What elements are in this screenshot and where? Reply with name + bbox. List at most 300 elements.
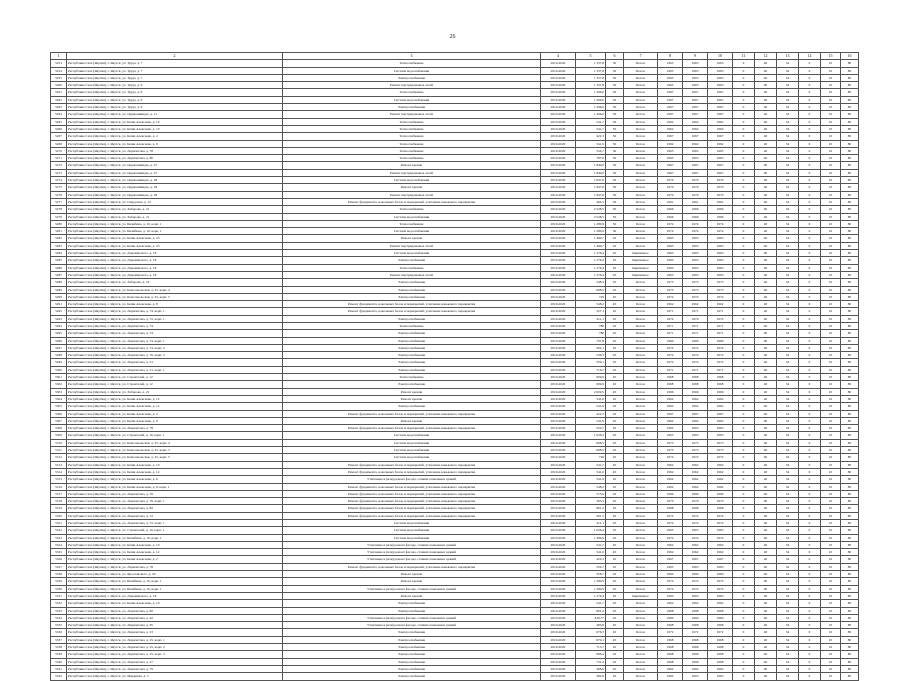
table-cell: 2019-2020 — [541, 534, 576, 541]
table-cell: Бетон — [624, 512, 658, 519]
table-cell: 10 — [821, 279, 841, 286]
table-cell: 1974 — [683, 315, 708, 322]
table-row — [51, 614, 859, 621]
table-cell: Республика Саха (Якутия), г. Якутск, ул. Билибина, д. 10, корп. 1 — [67, 578, 283, 585]
table-cell: 34 — [777, 571, 799, 578]
table-cell: 45 — [606, 534, 624, 541]
table-cell: 1967 — [683, 133, 708, 140]
table-row — [51, 381, 859, 388]
table-cell: 5332 — [51, 600, 67, 607]
table-cell: 2019-2020 — [541, 315, 576, 322]
table-cell: 670,1 — [576, 636, 606, 643]
table-cell: 45 — [606, 410, 624, 417]
table-cell: Бетон — [624, 60, 658, 67]
table-cell: Ремонт фундамента, цокольных балок и перекрытий, утепление конькового перекрытия — [283, 410, 541, 417]
table-cell: 40 — [755, 388, 777, 395]
table-row — [51, 439, 859, 446]
table-cell: 10 — [821, 549, 841, 556]
table-cell: 2019-2020 — [541, 125, 576, 132]
table-cell: Теплоснабжение — [283, 60, 541, 67]
table-cell: 1965 — [658, 147, 683, 154]
table-cell: 40 — [755, 476, 777, 483]
table-cell: 1962 — [658, 395, 683, 402]
table-cell: 1971 — [708, 330, 733, 337]
table-cell: 0 — [733, 403, 755, 410]
table-cell: 45 — [606, 322, 624, 329]
table-cell: 80 — [841, 60, 859, 67]
table-row — [51, 607, 859, 614]
table-cell: 40 — [755, 395, 777, 402]
table-cell: 80 — [841, 381, 859, 388]
table-cell: 34 — [777, 592, 799, 599]
table-cell: 541,6 — [576, 403, 606, 410]
table-cell: 1965 — [708, 74, 733, 81]
table-cell: Республика Саха (Якутия), г. Якутск, ул. Билибина, д. 10, корп. 1 — [67, 228, 283, 235]
table-cell: 80 — [841, 644, 859, 651]
table-cell: Бетон — [624, 82, 658, 89]
table-cell: Электроснабжение — [283, 352, 541, 359]
table-cell: 498,6 — [576, 665, 606, 672]
table-cell: Республика Саха (Якутия), г. Якутск, ул. Лермонтова, д. 78 — [67, 147, 283, 154]
table-cell: 10 — [821, 330, 841, 337]
table-cell: 2019-2020 — [541, 629, 576, 636]
table-cell: 1965 — [658, 67, 683, 74]
table-cell: 1965 — [683, 147, 708, 154]
table-cell: 1973 — [658, 279, 683, 286]
table-cell: Республика Саха (Якутия), г. Якутск, ул. Кеши Алексеева, д. 12 — [67, 468, 283, 475]
table-cell: 34 — [777, 600, 799, 607]
table-cell: 1 840,0 — [576, 162, 606, 169]
table-cell: Электроснабжение — [283, 286, 541, 293]
table-cell: 1965 — [708, 425, 733, 432]
table-cell: 1962 — [658, 125, 683, 132]
table-cell: Республика Саха (Якутия), г. Якутск, ул. Хабарова, д. 21 — [67, 213, 283, 220]
table-cell: 80 — [841, 322, 859, 329]
table-cell: 1968 — [683, 607, 708, 614]
table-cell: Бетон — [624, 498, 658, 505]
table-cell: 1963 — [658, 271, 683, 278]
table-cell: 10 — [821, 250, 841, 257]
table-cell: 10 — [821, 155, 841, 162]
table-cell: 0 — [799, 651, 821, 658]
table-cell: 1965 — [708, 563, 733, 570]
table-cell: 80 — [841, 271, 859, 278]
table-cell: 0 — [733, 520, 755, 527]
table-cell: 1973 — [658, 439, 683, 446]
table-cell: 50 — [606, 191, 624, 198]
table-cell: 0 — [733, 600, 755, 607]
table-cell: 45 — [606, 257, 624, 264]
table-cell: 554,7 — [576, 425, 606, 432]
table-cell: 0 — [799, 147, 821, 154]
table-cell: 80 — [841, 344, 859, 351]
table-cell: 10 — [821, 213, 841, 220]
table-cell: 0 — [799, 169, 821, 176]
table-row — [51, 169, 859, 176]
table-cell: 0 — [799, 549, 821, 556]
table-cell: 10 — [821, 169, 841, 176]
table-cell: Бетон — [624, 417, 658, 424]
table-cell: 1962 — [683, 118, 708, 125]
table-cell: 1967 — [658, 89, 683, 96]
table-cell: 541,7 — [576, 600, 606, 607]
table-cell: 40 — [755, 592, 777, 599]
table-cell: Бетон — [624, 322, 658, 329]
table-cell: 45 — [606, 381, 624, 388]
table-cell: 1962 — [708, 483, 733, 490]
table-cell: 2019-2020 — [541, 206, 576, 213]
table-cell: 1961 — [708, 198, 733, 205]
table-cell: Республика Саха (Якутия), г. Якутск, ул. Лермонтова, д. 74 — [67, 322, 283, 329]
table-cell: 34 — [777, 330, 799, 337]
table-cell: 1970 — [708, 177, 733, 184]
table-cell: 0 — [733, 556, 755, 563]
table-cell: 40 — [755, 271, 777, 278]
table-cell: 40 — [755, 534, 777, 541]
table-row — [51, 271, 859, 278]
table-cell: 1962 — [708, 476, 733, 483]
table-cell: 34 — [777, 512, 799, 519]
table-cell: 1962 — [683, 549, 708, 556]
table-cell: 10 — [821, 447, 841, 454]
table-cell: 1962 — [683, 417, 708, 424]
table-cell: 5268 — [51, 140, 67, 147]
table-cell: 40 — [755, 140, 777, 147]
table-cell: 2019-2020 — [541, 468, 576, 475]
table-cell: 1968 — [658, 374, 683, 381]
table-cell: 10 — [821, 366, 841, 373]
table-cell: 2019-2020 — [541, 359, 576, 366]
table-cell: 80 — [841, 352, 859, 359]
table-cell: 34 — [777, 301, 799, 308]
table-cell: Бетон — [624, 177, 658, 184]
table-cell: 1965 — [683, 155, 708, 162]
table-cell: 1 296,0 — [576, 96, 606, 103]
table-cell: 0 — [799, 374, 821, 381]
table-cell: 34 — [777, 89, 799, 96]
table-cell: 5286 — [51, 264, 67, 271]
table-cell: 0 — [799, 198, 821, 205]
table-cell: 10 — [821, 644, 841, 651]
table-cell: 50 — [606, 60, 624, 67]
table-cell: 1968 — [683, 381, 708, 388]
table-cell: 1 357,8 — [576, 82, 606, 89]
table-cell: Бетон — [624, 447, 658, 454]
table-cell: 1967 — [708, 410, 733, 417]
table-cell: 1967 — [683, 410, 708, 417]
table-cell: 1 276,4 — [576, 271, 606, 278]
table-cell: 5329 — [51, 578, 67, 585]
table-row — [51, 512, 859, 519]
table-cell: 1968 — [683, 658, 708, 665]
table-row — [51, 308, 859, 315]
table-cell: 1965 — [683, 432, 708, 439]
table-cell: 5303 — [51, 388, 67, 395]
table-cell: 50 — [606, 220, 624, 227]
table-cell: 10 — [821, 235, 841, 242]
table-cell: Республика Саха (Якутия), г. Якутск, ул. Орджоникидзе, д. 28 — [67, 177, 283, 184]
column-header: 3 — [283, 53, 541, 60]
column-header: 11 — [733, 53, 755, 60]
table-cell: 1967 — [658, 162, 683, 169]
table-cell: 1968 — [708, 622, 733, 629]
table-cell: 0 — [799, 162, 821, 169]
table-cell: 2019-2020 — [541, 563, 576, 570]
table-cell: 45 — [606, 432, 624, 439]
table-cell: 797,8 — [576, 337, 606, 344]
table-cell: 40 — [755, 665, 777, 672]
table-cell: 2019-2020 — [541, 220, 576, 227]
table-cell: 1962 — [658, 541, 683, 548]
table-cell: 2019-2020 — [541, 330, 576, 337]
table-cell: 45 — [606, 242, 624, 249]
table-cell: Республика Саха (Якутия), г. Якутск, ул. Строителей, д. 12 — [67, 381, 283, 388]
table-cell: 34 — [777, 461, 799, 468]
table-cell: 0 — [799, 89, 821, 96]
table-row — [51, 286, 859, 293]
table-cell: 5308 — [51, 425, 67, 432]
table-cell: 5304 — [51, 395, 67, 402]
table-cell: 80 — [841, 330, 859, 337]
table-cell: 541,7 — [576, 118, 606, 125]
table-cell: 2019-2020 — [541, 512, 576, 519]
table-cell: Республика Саха (Якутия), г. Якутск, ул. Лермонтова, д. 25, корп. 2 — [67, 644, 283, 651]
table-row — [51, 104, 859, 111]
table-cell: 780 — [576, 322, 606, 329]
table-cell: 5281 — [51, 228, 67, 235]
table-cell: 527,1 — [576, 308, 606, 315]
table-cell: 34 — [777, 629, 799, 636]
table-cell: Республика Саха (Якутия), г. Якутск, ул. Кеши Алексеева, д. 6 — [67, 140, 283, 147]
table-cell: 0 — [799, 308, 821, 315]
table-cell: 801,2 — [576, 607, 606, 614]
table-cell: 1 469,7 — [576, 235, 606, 242]
table-cell: 0 — [733, 352, 755, 359]
table-cell: 34 — [777, 658, 799, 665]
table-cell: 0 — [799, 301, 821, 308]
table-cell: 34 — [777, 527, 799, 534]
table-cell: Республика Саха (Якутия), г. Якутск, ул. Лермонтова, д. 76 — [67, 490, 283, 497]
table-row — [51, 527, 859, 534]
table-cell: Республика Саха (Якутия), г. Якутск, ул. Лермонтова, д. 23 — [67, 629, 283, 636]
table-cell: 34 — [777, 82, 799, 89]
table-cell: 1961 — [658, 198, 683, 205]
table-cell: 45 — [606, 600, 624, 607]
table-cell: 1960 — [683, 614, 708, 621]
table-cell: Бетон — [624, 344, 658, 351]
table-cell: 2019-2020 — [541, 118, 576, 125]
table-cell: 5341 — [51, 665, 67, 672]
table-cell: 80 — [841, 461, 859, 468]
table-cell: 5318 — [51, 498, 67, 505]
table-cell: 0 — [733, 395, 755, 402]
table-cell: 34 — [777, 556, 799, 563]
table-cell: Ремонт фундамента, цокольных балок и перекрытий, утепление конькового перекрытия — [283, 468, 541, 475]
table-row — [51, 359, 859, 366]
table-cell: 0 — [799, 279, 821, 286]
table-cell: 80 — [841, 228, 859, 235]
table-row — [51, 447, 859, 454]
table-cell: 1967 — [658, 111, 683, 118]
table-cell: Теплоснабжение — [283, 140, 541, 147]
table-cell: Утепление и (или) ремонт фасада, ставнях панельных зданий — [283, 476, 541, 483]
table-cell: 1974 — [658, 520, 683, 527]
table-cell: 0 — [733, 147, 755, 154]
table-cell: 1974 — [658, 512, 683, 519]
table-cell: 1967 — [658, 556, 683, 563]
table-cell: 1962 — [658, 461, 683, 468]
table-row — [51, 592, 859, 599]
table-cell: Республика Саха (Якутия), г. Якутск, ул. Труда, д. 9 — [67, 96, 283, 103]
table-cell: 0 — [799, 461, 821, 468]
table-cell: 40 — [755, 147, 777, 154]
table-row — [51, 235, 859, 242]
table-cell: 0 — [733, 264, 755, 271]
table-cell: 5284 — [51, 250, 67, 257]
table-cell: Республика Саха (Якутия), г. Якутск, ул. Билибина, д. 10, корп. 1 — [67, 534, 283, 541]
table-cell: Теплоснабжение — [283, 155, 541, 162]
table-cell: 1974 — [708, 352, 733, 359]
table-cell: 5283 — [51, 242, 67, 249]
table-cell: 2019-2020 — [541, 293, 576, 300]
table-cell: 45 — [606, 578, 624, 585]
table-cell: 5337 — [51, 636, 67, 643]
table-cell: 34 — [777, 74, 799, 81]
table-cell: Республика Саха (Якутия), г. Якутск, ул. Труда, д. 7 — [67, 74, 283, 81]
table-cell: 45 — [606, 461, 624, 468]
table-cell: Республика Саха (Якутия), г. Якутск, ул. Кеши Алексеева, д. 2 — [67, 556, 283, 563]
table-cell: 80 — [841, 403, 859, 410]
table-cell: 10 — [821, 96, 841, 103]
table-cell: Республика Саха (Якутия), г. Якутск, ул. Лермонтова, д. 82 — [67, 505, 283, 512]
table-cell: Республика Саха (Якутия), г. Якутск, ул. Лермонтова, д. 80 — [67, 155, 283, 162]
table-cell: 5338 — [51, 644, 67, 651]
table-cell: 80 — [841, 315, 859, 322]
table-cell: 5255 — [51, 74, 67, 81]
table-cell: 40 — [755, 250, 777, 257]
table-cell: 10 — [821, 673, 841, 680]
table-cell: 2019-2020 — [541, 67, 576, 74]
table-cell: 1965 — [683, 527, 708, 534]
table-cell: 40 — [755, 563, 777, 570]
table-cell: 1968 — [683, 636, 708, 643]
table-cell: 1974 — [683, 585, 708, 592]
table-cell: 1974 — [708, 585, 733, 592]
table-cell: 45 — [606, 658, 624, 665]
table-cell: 1974 — [658, 585, 683, 592]
table-cell: Республика Саха (Якутия), г. Якутск, ул. Кеши Алексеева, д. 2 — [67, 410, 283, 417]
table-cell: 5325 — [51, 549, 67, 556]
table-cell: 1974 — [683, 512, 708, 519]
table-cell: 0 — [733, 578, 755, 585]
table-cell: 80 — [841, 549, 859, 556]
table-cell: 2019-2020 — [541, 571, 576, 578]
table-cell: 0 — [733, 315, 755, 322]
table-cell: 0 — [733, 322, 755, 329]
table-cell: 80 — [841, 673, 859, 680]
table-cell: 1973 — [658, 447, 683, 454]
table-cell: 1974 — [658, 344, 683, 351]
table-cell: 45 — [606, 301, 624, 308]
table-cell: 50 — [606, 125, 624, 132]
table-cell: 1965 — [658, 673, 683, 680]
table-cell: 10 — [821, 177, 841, 184]
table-cell: Ремонт фундамента, цокольных балок и перекрытий, утепление конькового перекрытия — [283, 461, 541, 468]
table-cell: 0 — [799, 432, 821, 439]
table-row — [51, 600, 859, 607]
table-row — [51, 213, 859, 220]
table-cell: 45 — [606, 337, 624, 344]
table-cell: 0 — [799, 235, 821, 242]
table-cell: 40 — [755, 461, 777, 468]
table-cell: 10 — [821, 651, 841, 658]
table-cell: 1 296,0 — [576, 111, 606, 118]
table-cell: 2019-2020 — [541, 271, 576, 278]
table-cell: 1970 — [708, 184, 733, 191]
table-cell: 45 — [606, 512, 624, 519]
table-cell: 40 — [755, 541, 777, 548]
table-cell: 34 — [777, 410, 799, 417]
table-cell: Система водоснабжения — [283, 213, 541, 220]
table-cell: 0 — [799, 665, 821, 672]
table-cell: 713,7 — [576, 644, 606, 651]
table-cell: Бетон — [624, 461, 658, 468]
table-cell: 1962 — [683, 600, 708, 607]
table-cell: 45 — [606, 614, 624, 621]
table-cell: 1974 — [708, 359, 733, 366]
table-cell: 40 — [755, 198, 777, 205]
table-cell: 45 — [606, 344, 624, 351]
table-cell: 1963 — [683, 235, 708, 242]
table-cell: 1968 — [708, 607, 733, 614]
table-cell: 2019-2020 — [541, 74, 576, 81]
table-cell: 40 — [755, 578, 777, 585]
table-cell: 1971 — [683, 308, 708, 315]
table-cell: 5331 — [51, 592, 67, 599]
table-cell: 5288 — [51, 279, 67, 286]
table-cell: Электроснабжение — [283, 403, 541, 410]
table-cell: 45 — [606, 417, 624, 424]
table-cell: 40 — [755, 359, 777, 366]
table-cell: 80 — [841, 541, 859, 548]
column-header: 10 — [708, 53, 733, 60]
table-cell: Бетон — [624, 96, 658, 103]
table-cell: 1 276,4 — [576, 592, 606, 599]
table-cell: 34 — [777, 206, 799, 213]
table-cell: 40 — [755, 133, 777, 140]
table-cell: 1965 — [708, 673, 733, 680]
table-cell: 1966 — [708, 388, 733, 395]
table-cell: Бетон — [624, 337, 658, 344]
table-cell: Бетон — [624, 403, 658, 410]
table-row — [51, 89, 859, 96]
table-cell: 0 — [733, 541, 755, 548]
table-cell: 80 — [841, 374, 859, 381]
column-header: 9 — [683, 53, 708, 60]
table-cell: 1968 — [708, 374, 733, 381]
table-cell: 50 — [606, 74, 624, 81]
table-cell: 2019-2020 — [541, 264, 576, 271]
table-cell: 1969 — [683, 337, 708, 344]
table-row — [51, 279, 859, 286]
table-cell: 10 — [821, 505, 841, 512]
table-cell: 80 — [841, 476, 859, 483]
table-cell: Бетон — [624, 308, 658, 315]
table-cell: 34 — [777, 432, 799, 439]
table-cell: 45 — [606, 279, 624, 286]
table-cell: 801,2 — [576, 505, 606, 512]
table-cell: 10 — [821, 257, 841, 264]
